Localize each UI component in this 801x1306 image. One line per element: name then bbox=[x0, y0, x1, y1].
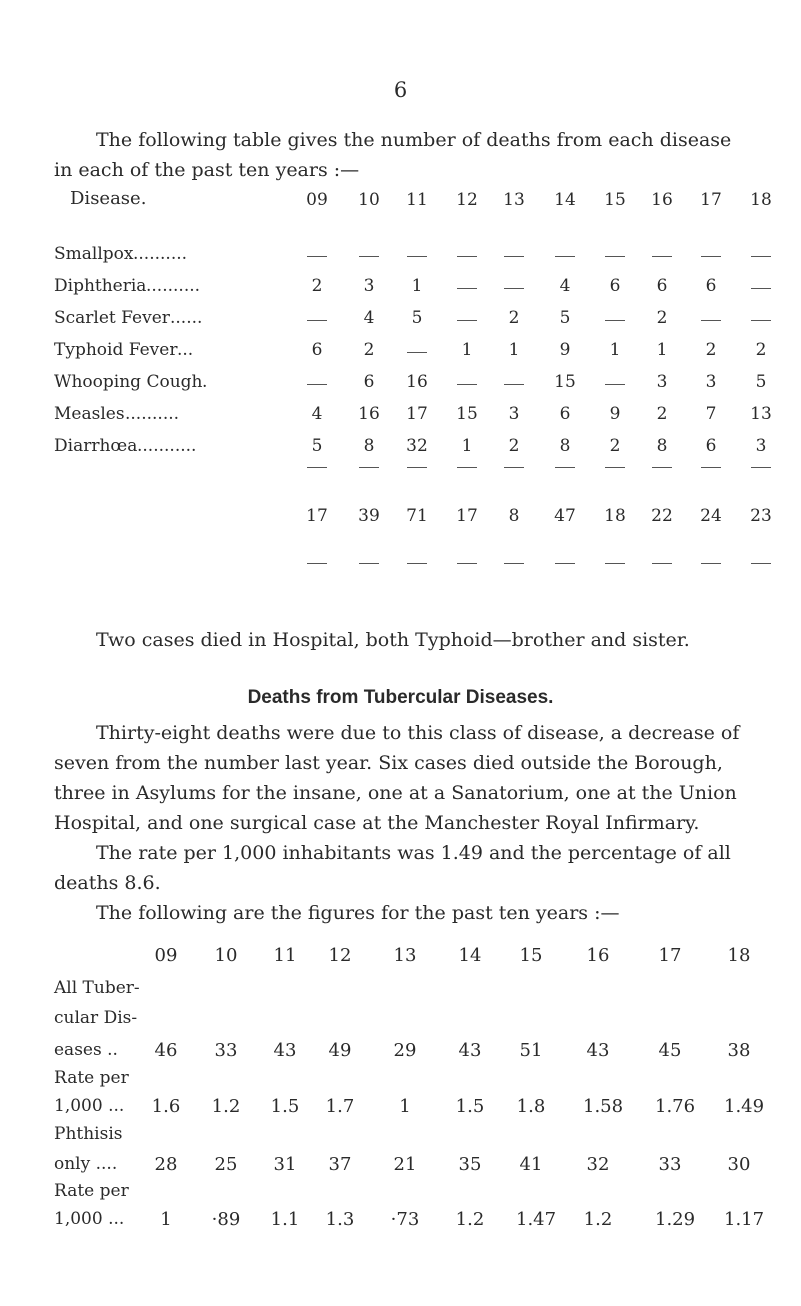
table1-cell: 3 bbox=[363, 276, 375, 296]
table2-cell: 43 bbox=[586, 1040, 610, 1061]
table1-year-header: 14 bbox=[554, 190, 576, 210]
table1-cell: 2 bbox=[705, 340, 717, 360]
table1-cell: 3 bbox=[755, 436, 767, 456]
figures-intro-paragraph: The following are the figures for the past ten years :— bbox=[96, 902, 620, 924]
table1-cell: 5 bbox=[311, 436, 323, 456]
table1-cell bbox=[457, 256, 477, 257]
hospital-note: Two cases died in Hospital, both Typhoid—brother and sister. bbox=[96, 629, 690, 651]
table1-cell: 1 bbox=[609, 340, 621, 360]
table1-rule bbox=[652, 563, 672, 564]
table1-row-leader: ...... bbox=[170, 308, 203, 328]
table2-row-label: only .... bbox=[54, 1154, 118, 1174]
table1-cell: 7 bbox=[705, 404, 717, 424]
table1-cell: 6 bbox=[559, 404, 571, 424]
table1-rule bbox=[307, 467, 327, 468]
table2-cell: 1.29 bbox=[655, 1209, 696, 1230]
table2-row-label: 1,000 ... bbox=[54, 1096, 125, 1116]
table1-cell: 3 bbox=[656, 372, 668, 392]
table2-cell: 32 bbox=[586, 1154, 610, 1175]
table1-year-header: 13 bbox=[503, 190, 525, 210]
table1-total: 22 bbox=[651, 506, 673, 526]
table2-cell: 1.2 bbox=[455, 1209, 485, 1230]
table1-cell: 6 bbox=[363, 372, 375, 392]
table2-cell: 51 bbox=[519, 1040, 543, 1061]
table1-cell bbox=[751, 288, 771, 289]
table1-year-header: 16 bbox=[651, 190, 673, 210]
table1-cell: 15 bbox=[456, 404, 478, 424]
table1-cell: 3 bbox=[705, 372, 717, 392]
table1-rule bbox=[504, 563, 524, 564]
table1-cell bbox=[701, 256, 721, 257]
table1-cell: 1 bbox=[461, 436, 473, 456]
table2-row-label: 1,000 ... bbox=[54, 1209, 125, 1229]
table2-cell: 30 bbox=[727, 1154, 751, 1175]
table1-disease-header: Disease. bbox=[70, 188, 147, 209]
table2-cell: 43 bbox=[273, 1040, 297, 1061]
table2-cell: 28 bbox=[154, 1154, 178, 1175]
table2-year-header: 15 bbox=[519, 945, 543, 966]
table1-row-label: Whooping Cough bbox=[54, 372, 203, 392]
table1-cell: 15 bbox=[554, 372, 576, 392]
table1-cell: 6 bbox=[705, 436, 717, 456]
table1-rule bbox=[555, 563, 575, 564]
table1-cell: 2 bbox=[755, 340, 767, 360]
table2-row-label: Rate per bbox=[54, 1181, 129, 1201]
table1-cell bbox=[407, 352, 427, 353]
table2-cell: 37 bbox=[328, 1154, 352, 1175]
table1-rule bbox=[701, 563, 721, 564]
table2-row-label: All Tuber- bbox=[54, 978, 140, 998]
table2-cell: 1.2 bbox=[583, 1209, 613, 1230]
table1-cell: 4 bbox=[363, 308, 375, 328]
table1-row-label: Typhoid Fever bbox=[54, 340, 178, 360]
table1-cell bbox=[555, 256, 575, 257]
table2-cell: 1.49 bbox=[724, 1096, 765, 1117]
table2-cell: 41 bbox=[519, 1154, 543, 1175]
table1-rule bbox=[605, 467, 625, 468]
table2-cell: 43 bbox=[458, 1040, 482, 1061]
table1-year-header: 18 bbox=[750, 190, 772, 210]
table1-row-label: Measles bbox=[54, 404, 125, 424]
table2-cell: 1.76 bbox=[655, 1096, 696, 1117]
table1-rule bbox=[751, 467, 771, 468]
table1-cell bbox=[457, 384, 477, 385]
table1-cell: 8 bbox=[363, 436, 375, 456]
table2-year-header: 09 bbox=[154, 945, 178, 966]
table2-cell: 49 bbox=[328, 1040, 352, 1061]
table1-cell: 1 bbox=[461, 340, 473, 360]
table1-cell: 17 bbox=[406, 404, 428, 424]
table2-cell: 1.8 bbox=[516, 1096, 546, 1117]
table1-total: 47 bbox=[554, 506, 576, 526]
table1-year-header: 09 bbox=[306, 190, 328, 210]
table1-year-header: 10 bbox=[358, 190, 380, 210]
table1-row-leader: ... bbox=[177, 340, 194, 360]
table1-cell: 5 bbox=[755, 372, 767, 392]
table1-row-leader: .......... bbox=[125, 404, 180, 424]
table2-row-label: eases .. bbox=[54, 1040, 118, 1060]
table1-row-leader: .......... bbox=[133, 244, 188, 264]
table1-cell bbox=[307, 320, 327, 321]
table1-total: 23 bbox=[750, 506, 772, 526]
table1-cell bbox=[504, 384, 524, 385]
table2-cell: 29 bbox=[393, 1040, 417, 1061]
table1-row-leader: . bbox=[202, 372, 208, 392]
table2-year-header: 12 bbox=[328, 945, 352, 966]
table1-cell: 2 bbox=[656, 404, 668, 424]
table1-rule bbox=[457, 467, 477, 468]
table2-cell: ·73 bbox=[390, 1209, 420, 1230]
table1-cell bbox=[504, 256, 524, 257]
table2-cell: 31 bbox=[273, 1154, 297, 1175]
table1-total: 17 bbox=[306, 506, 328, 526]
table1-cell: 13 bbox=[750, 404, 772, 424]
table2-cell: 1.5 bbox=[455, 1096, 485, 1117]
table1-row-label: Diphtheria bbox=[54, 276, 147, 296]
table1-rule bbox=[605, 563, 625, 564]
table2-row-label: Rate per bbox=[54, 1068, 129, 1088]
table1-cell: 4 bbox=[311, 404, 323, 424]
intro-paragraph: The following table gives the number of deaths from each disease in each of the past ten years :— bbox=[54, 129, 732, 181]
table1-cell bbox=[652, 256, 672, 257]
table1-total: 18 bbox=[604, 506, 626, 526]
table1-rule bbox=[555, 467, 575, 468]
table2-cell: 33 bbox=[214, 1040, 238, 1061]
table2-cell: 33 bbox=[658, 1154, 682, 1175]
table1-cell: 8 bbox=[559, 436, 571, 456]
table2-row-label: Phthisis bbox=[54, 1124, 123, 1144]
table2-cell: 35 bbox=[458, 1154, 482, 1175]
table1-year-header: 11 bbox=[406, 190, 428, 210]
table1-cell: 2 bbox=[363, 340, 375, 360]
table1-cell bbox=[457, 288, 477, 289]
table1-cell bbox=[359, 256, 379, 257]
table1-cell bbox=[605, 256, 625, 257]
table2-cell: 46 bbox=[154, 1040, 178, 1061]
table1-cell: 1 bbox=[656, 340, 668, 360]
table2-cell: ·89 bbox=[211, 1209, 241, 1230]
table1-cell: 32 bbox=[406, 436, 428, 456]
table1-total: 71 bbox=[406, 506, 428, 526]
table1-rule bbox=[307, 563, 327, 564]
table1-cell bbox=[751, 320, 771, 321]
table1-cell: 16 bbox=[406, 372, 428, 392]
table1-rule bbox=[701, 467, 721, 468]
table2-cell: 25 bbox=[214, 1154, 238, 1175]
table2-year-header: 14 bbox=[458, 945, 482, 966]
table2-year-header: 11 bbox=[273, 945, 297, 966]
table1-cell: 2 bbox=[609, 436, 621, 456]
table1-cell: 5 bbox=[411, 308, 423, 328]
table1-year-header: 17 bbox=[700, 190, 722, 210]
rate-paragraph: The rate per 1,000 inhabitants was 1.49 and the percentage of all deaths 8.6. bbox=[54, 842, 731, 894]
table1-year-header: 15 bbox=[604, 190, 626, 210]
table2-year-header: 13 bbox=[393, 945, 417, 966]
tubercular-paragraph: Thirty-eight deaths were due to this class of disease, a decrease of seven from the number last year. Six cases died outside the Borough, three in Asylums for the insane, one at a Sanatorium, one at the Union Hospital, and one surgical case at the Manchester Royal Infirmary. bbox=[54, 722, 740, 834]
table1-total: 39 bbox=[358, 506, 380, 526]
table1-rule bbox=[457, 563, 477, 564]
table1-row-leader: ........... bbox=[137, 436, 197, 456]
table2-cell: 1.7 bbox=[325, 1096, 355, 1117]
table1-cell: 2 bbox=[311, 276, 323, 296]
table1-cell bbox=[307, 384, 327, 385]
table1-cell: 6 bbox=[656, 276, 668, 296]
table1-cell: 9 bbox=[609, 404, 621, 424]
table1-cell bbox=[457, 320, 477, 321]
table1-cell: 2 bbox=[656, 308, 668, 328]
table1-cell: 5 bbox=[559, 308, 571, 328]
table1-rule bbox=[652, 467, 672, 468]
table1-total: 8 bbox=[508, 506, 520, 526]
table2-cell: 1.2 bbox=[211, 1096, 241, 1117]
table1-cell: 2 bbox=[508, 308, 520, 328]
table1-total: 24 bbox=[700, 506, 722, 526]
table1-cell bbox=[605, 384, 625, 385]
table2-cell: 1.58 bbox=[583, 1096, 624, 1117]
table1-cell bbox=[504, 288, 524, 289]
table2-cell: 38 bbox=[727, 1040, 751, 1061]
table2-year-header: 16 bbox=[586, 945, 610, 966]
table2-cell: 1 bbox=[160, 1209, 172, 1230]
table1-cell bbox=[701, 320, 721, 321]
table2-cell: 1.1 bbox=[270, 1209, 300, 1230]
table1-cell: 16 bbox=[358, 404, 380, 424]
table1-row-leader: .......... bbox=[146, 276, 201, 296]
table2-row-label: cular Dis- bbox=[54, 1008, 138, 1028]
table1-cell bbox=[751, 256, 771, 257]
table2-cell: 1.17 bbox=[724, 1209, 765, 1230]
table1-cell bbox=[407, 256, 427, 257]
table2-cell: 1.5 bbox=[270, 1096, 300, 1117]
table2-cell: 1.6 bbox=[151, 1096, 181, 1117]
table2-cell: 45 bbox=[658, 1040, 682, 1061]
table1-total: 17 bbox=[456, 506, 478, 526]
table2-cell: 1.3 bbox=[325, 1209, 355, 1230]
table1-cell: 1 bbox=[508, 340, 520, 360]
table1-cell: 1 bbox=[411, 276, 423, 296]
table1-rule bbox=[359, 467, 379, 468]
table1-row-label: Scarlet Fever bbox=[54, 308, 170, 328]
table2-cell: 1 bbox=[399, 1096, 411, 1117]
table2-cell: 1.47 bbox=[516, 1209, 557, 1230]
table2-year-header: 18 bbox=[727, 945, 751, 966]
table1-rule bbox=[359, 563, 379, 564]
table1-cell: 9 bbox=[559, 340, 571, 360]
table1-rule bbox=[407, 563, 427, 564]
table1-cell: 6 bbox=[609, 276, 621, 296]
table1-cell bbox=[605, 320, 625, 321]
table1-cell: 4 bbox=[559, 276, 571, 296]
section-heading: Deaths from Tubercular Diseases. bbox=[247, 687, 554, 708]
table1-row-label: Smallpox bbox=[54, 244, 134, 264]
table2-year-header: 17 bbox=[658, 945, 682, 966]
table1-cell: 3 bbox=[508, 404, 520, 424]
table1-rule bbox=[504, 467, 524, 468]
table1-year-header: 12 bbox=[456, 190, 478, 210]
table1-row-label: Diarrhœa bbox=[54, 436, 138, 456]
table1-cell: 2 bbox=[508, 436, 520, 456]
table1-rule bbox=[751, 563, 771, 564]
table1-cell: 6 bbox=[705, 276, 717, 296]
table1-rule bbox=[407, 467, 427, 468]
table1-cell: 6 bbox=[311, 340, 323, 360]
table2-year-header: 10 bbox=[214, 945, 238, 966]
table1-cell: 8 bbox=[656, 436, 668, 456]
page-number: 6 bbox=[393, 78, 408, 102]
table1-cell bbox=[307, 256, 327, 257]
table2-cell: 21 bbox=[393, 1154, 417, 1175]
